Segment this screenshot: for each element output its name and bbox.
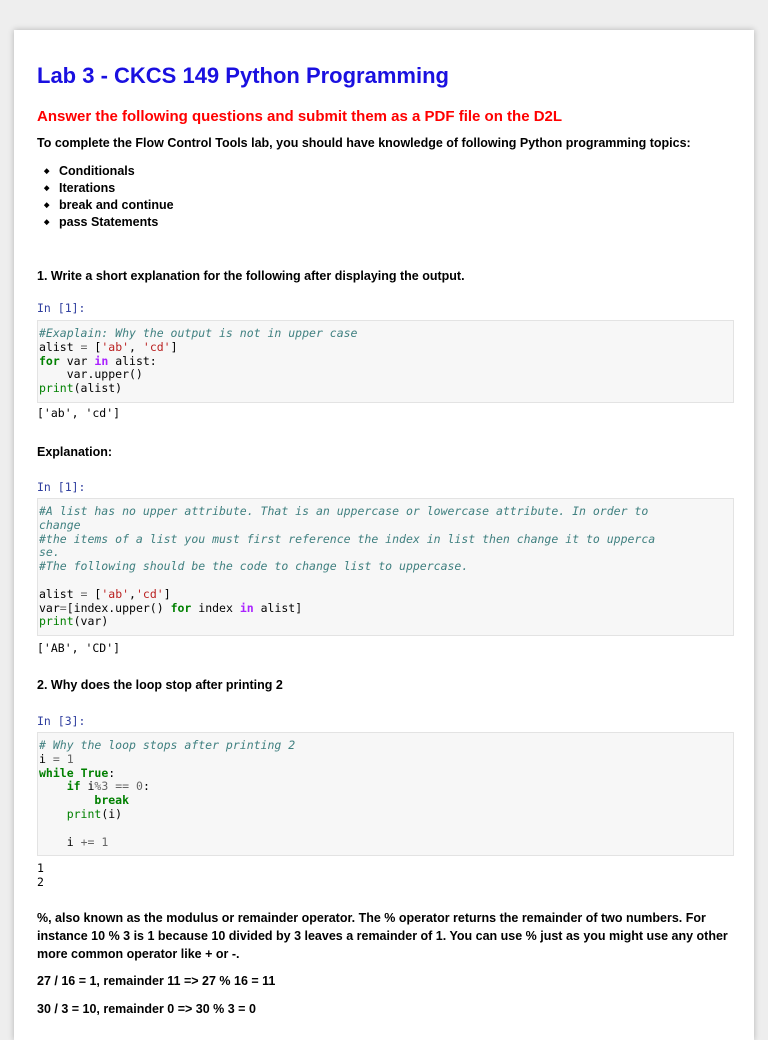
question-2-heading: 2. Why does the loop stop after printing 2 [37, 678, 283, 692]
example-line: 30 / 3 = 10, remainder 0 => 30 % 3 = 0 [37, 1002, 256, 1016]
list-item: ◆ Iterations [59, 180, 174, 197]
document-page [14, 30, 754, 1040]
input-prompt: In [3]: [37, 714, 86, 728]
topics-list [37, 163, 174, 231]
page-title: Lab 3 - CKCS 149 Python Programming [37, 63, 449, 88]
cell-output: 1 2 [37, 861, 44, 889]
list-item: ◆ Conditionals [59, 163, 174, 180]
input-prompt: In [1]: [37, 301, 86, 315]
page-subtitle: Answer the following questions and submit them as a PDF file on the D2L [37, 108, 563, 125]
question-1-heading: 1. Write a short explanation for the following after displaying the output. [37, 269, 465, 283]
cell-output: ['ab', 'cd'] [37, 406, 121, 420]
explanation-label: Explanation: [37, 445, 113, 459]
cell-output: ['AB', 'CD'] [37, 641, 121, 655]
intro-text: To complete the Flow Control Tools lab, you should have knowledge of following Python programming topics: [37, 136, 691, 150]
list-item: ◆ break and continue [59, 197, 174, 214]
code-cell[interactable]: #Exaplain: Why the output is not in upper case alist = ['ab', 'cd'] for var in alist: var.upper() print(alist) [37, 320, 734, 403]
code-cell[interactable]: # Why the loop stops after printing 2 i = 1 while True: if i%3 == 0: break print(i) i += 1 [37, 732, 734, 856]
modulus-explanation: %, also known as the modulus or remainder operator. The % operator returns the remainder of two numbers. For instance 10 % 3 is 1 because 10 divided by 3 leaves a remainder of 1. You can use % just as you might use any other more common operator like + or -. [37, 911, 728, 961]
input-prompt: In [1]: [37, 480, 86, 494]
example-line: 27 / 16 = 1, remainder 11 => 27 % 16 = 11 [37, 974, 276, 988]
list-item: ◆ pass Statements [59, 214, 174, 231]
code-cell[interactable]: #A list has no upper attribute. That is an uppercase or lowercase attribute. In order to change #the items of a list you must first reference the index in list then change it to upperca se. #The following should be the code to change list to uppercase. alist = ['ab','cd'] var=[index.upper() for index in alist] print(var) [37, 498, 734, 636]
